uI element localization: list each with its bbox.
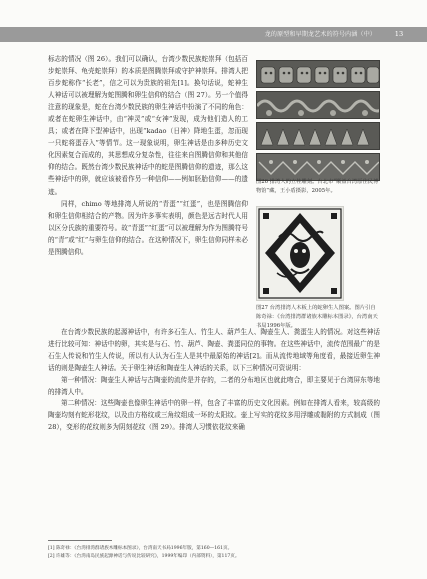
fig27-image	[256, 206, 344, 301]
fig27-caption: 图27 台湾排湾人木板上的蛇卵生人图案。图片引自陈奇禄：《台湾排湾群诸族木雕标本图录》，台湾南天书局1996年版。	[256, 305, 378, 330]
body-paragraph: 在台湾少数民族的起源神话中，有许多石生人、竹生人、葫芦生人、陶壶生人、粪蛋生人的情况。对这些神话进行比较可知：神话中的卵，其实是与石、竹、葫芦、陶壶、粪蛋同位的事物。在这些神话中，流传范围最广的是石生人传说和竹生人传说，所以有人认为石生人是其中最原始的神话[2]。而从流传地域等角度看，最接近卵生神话的则是陶壶生人神话。关于卵生神话和陶壶生人神话的关系，以下三种情况可资说明：	[48, 328, 380, 372]
relief-pattern-icon	[257, 92, 380, 119]
relief-strip-2	[256, 91, 380, 119]
body-paragraph: 标志的情况（图 26）。我们可以确认，台湾少数民族蛇崇拜（包括百步蛇崇拜、龟壳蛇崇拜）的本质是图腾崇拜或守护神崇拜。排湾人把百步蛇称作“长老”，信之可以为贵族的祖先[1]。换句话说，蛇神生人神话可以被理解为蛇图腾和卵生信仰的结合（图 27）。另一个值得注意的现象是，蛇在台湾少数民族的卵生神话中扮演了不同的角色：或者在蛇卵生神话中，由“神灵”或“女神”发现，成为他们造人的工具；或者在降下型神话中，出现“kadao（日神）降地生蛋，忽而现一只蛇将蛋吞入”等情节。这一现象说明，卵生神话是由多种历史文化因素复合而成的，其思想成分复杂性，往往来自图腾信仰和其他信仰的结合。既然台湾少数民族神话中的蛇是图腾信仰的遗迹，那么这些神话中的卵，就应该被看作另一种信仰——例如胚胎信仰——的遗迹。	[48, 55, 248, 196]
relief-strip-1	[256, 60, 380, 88]
relief-pattern-icon	[257, 61, 380, 88]
running-title: 龙的原型和早期龙艺术的符号内涵（中）	[264, 31, 376, 38]
fig26-caption: 图26 排湾人的立柱雕刻。台北市“顺益台湾原住民博物馆”藏，王小盾摄影，2005年。	[256, 179, 379, 195]
relief-pattern-icon	[257, 123, 380, 150]
page-number: 13	[394, 30, 404, 38]
footnote-item: [1] 陈奇禄：《台湾排湾群诸族木雕标本图录》，台湾南天书局1996年版，第160—161页。	[48, 546, 233, 551]
footnote-divider	[48, 540, 112, 541]
footnote-item: [2] 许雄等：《台湾南岛民族起源神话与传说比较研究》，1999年编印（内部资料），第117页。	[48, 553, 240, 559]
snake-egg-carving-icon	[257, 207, 343, 300]
body-paragraph: 同样，chimo 等地排湾人所说的“青蛋”“红蛋”，也是图腾信仰和卵生信仰相结合的产物。因为许多事实表明，颜色是远古时代人用以区分氏族的重要符号。故“青蛋”“红蛋”可以被理解为作为图腾符号的“青”或“红”与卵生信仰的结合。在这种情况下，卵生信仰同样未必是图腾信仰。	[48, 199, 248, 256]
relief-strip-3	[256, 122, 380, 150]
body-paragraph: 第一种情况：陶壶生人神话与古陶壶的流传是并存的，二者的分布地区也就此吻合，即主要见于台湾屏东等地的排湾人中。	[48, 375, 380, 396]
body-paragraph: 第二种情况：这些陶壶也像卵生神话中的卵一样，包含了丰富的历史文化因素。例如在排湾人看来，较高级的陶壶均刻有蛇形花纹，以及由方格纹或三角纹组成一环的太阳纹。壶上写实的花纹多用浮雕或黏附的方式制成（图 28），变形的花纹则多为阴刻花纹（图 29）。排湾人习惯依花纹来确	[48, 399, 380, 432]
relief-strip-4	[256, 153, 380, 181]
relief-pattern-icon	[257, 154, 380, 181]
page-header	[0, 27, 427, 42]
full-width-text	[48, 327, 380, 434]
footnotes	[48, 545, 380, 560]
body-column	[48, 53, 248, 258]
